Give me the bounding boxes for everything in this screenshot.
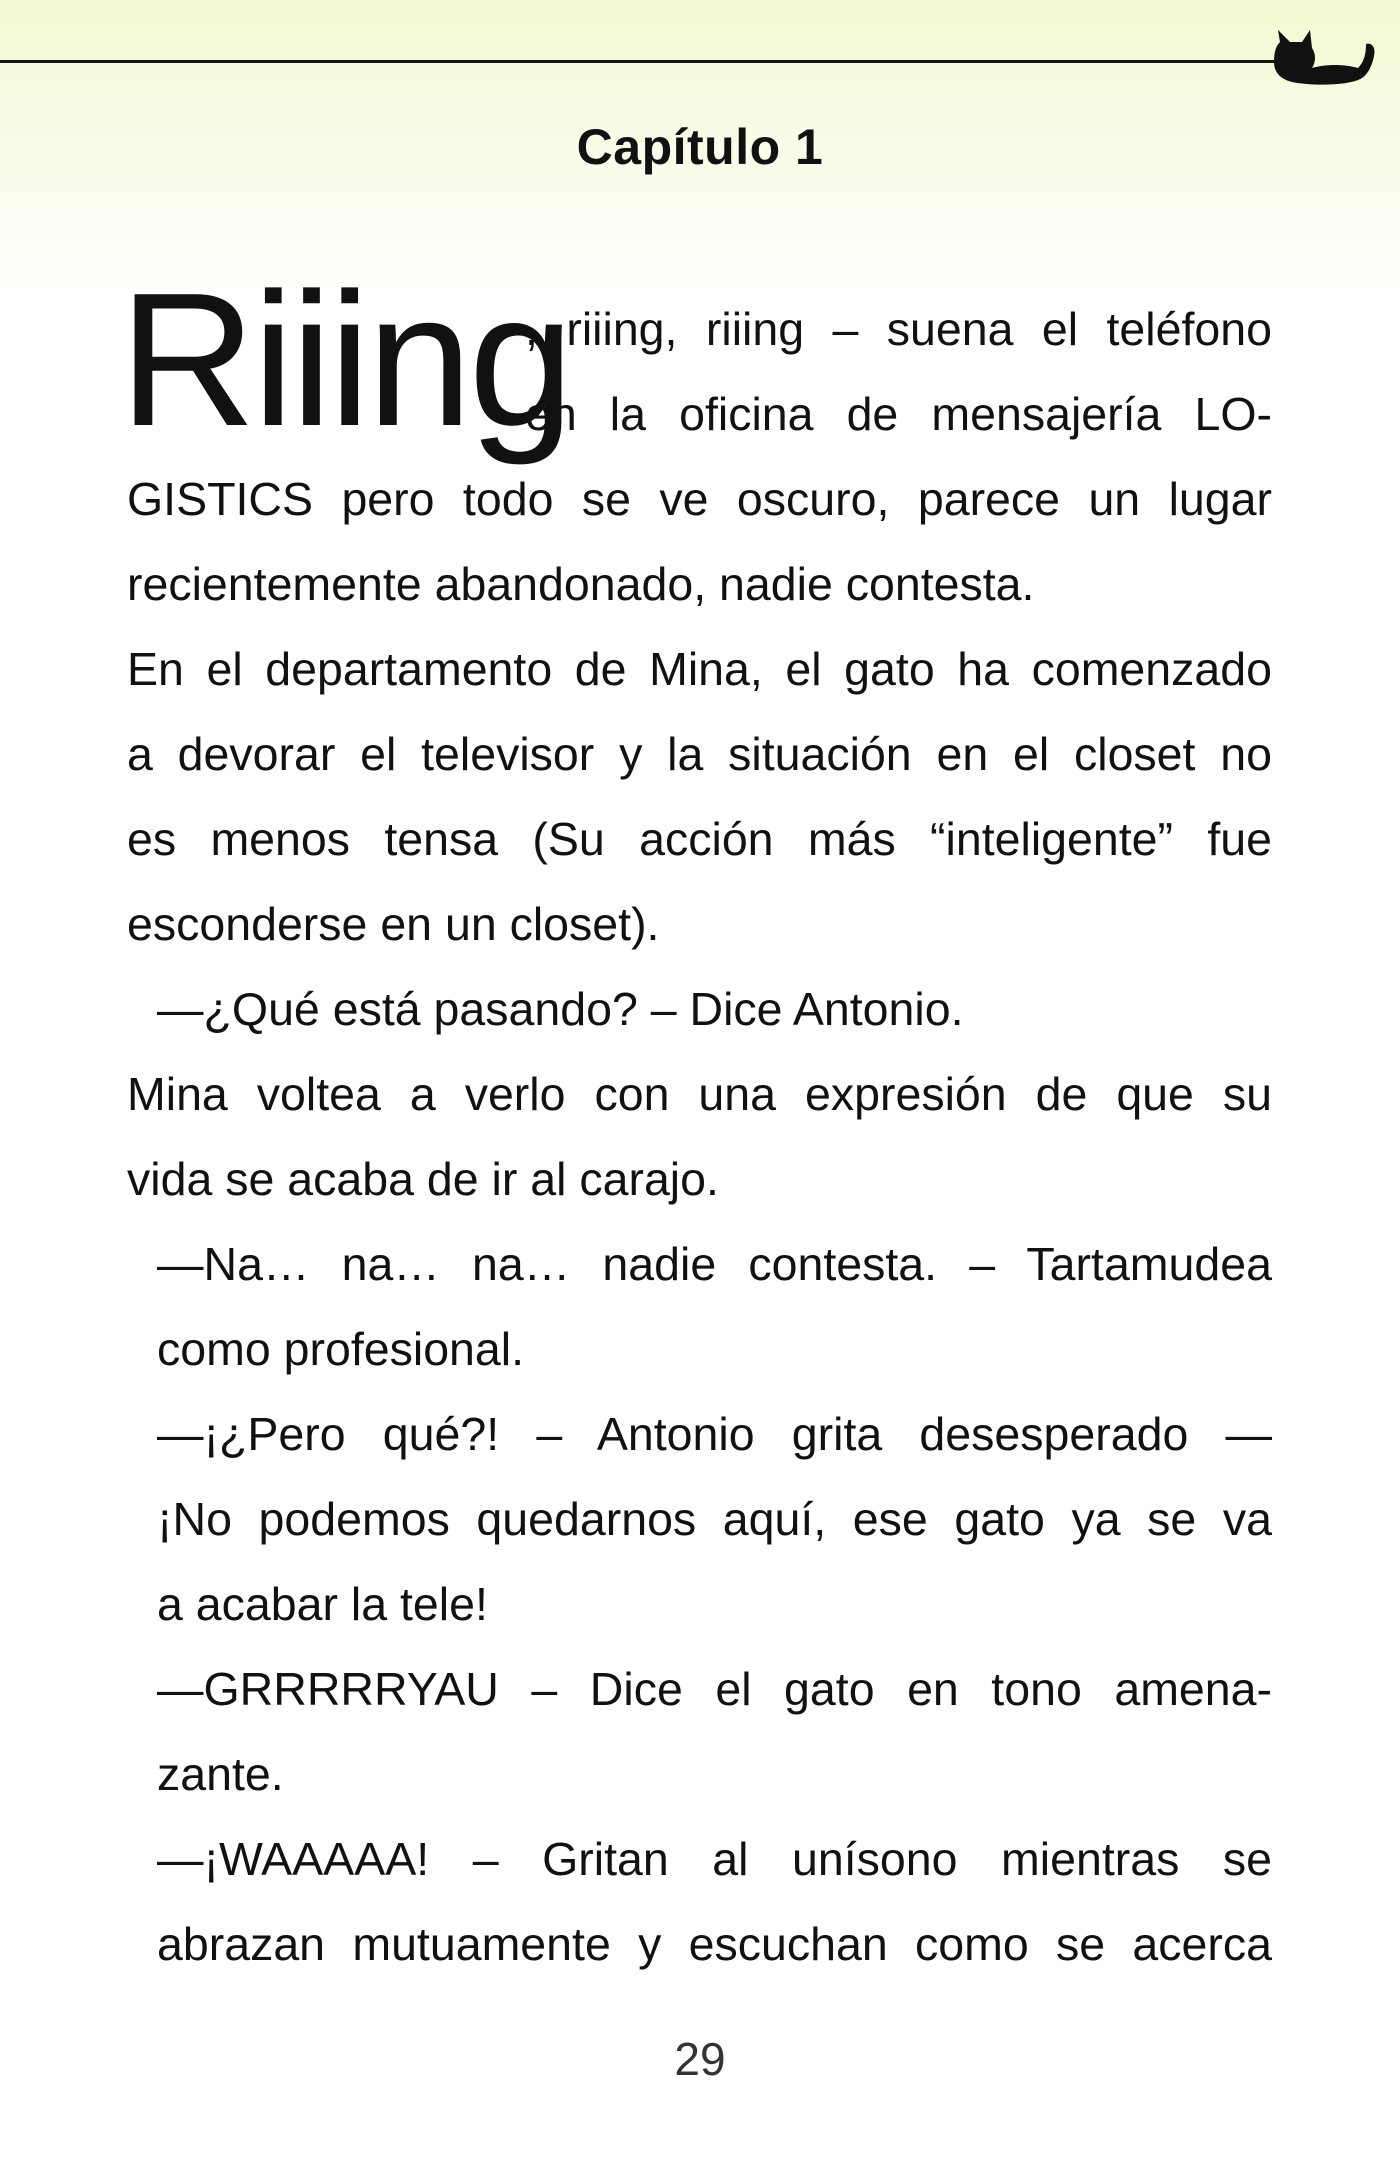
paragraph-line: es menos tensa (Su acción más “inteligente” fue	[127, 813, 1272, 865]
dialogue-line: abrazan mutuamente y escuchan como se acerca	[157, 1918, 1272, 1970]
dialogue-line: —¿Qué está pasando? – Dice Antonio.	[157, 983, 964, 1035]
line-text: en la oficina de mensajería LO-	[525, 388, 1272, 440]
line-text: , riiing, riiing – suena el teléfono	[525, 303, 1272, 355]
cat-icon	[1270, 26, 1385, 91]
paragraph-line: esconderse en un closet).	[127, 898, 660, 950]
header-rule	[0, 60, 1280, 63]
chapter-text	[119, 254, 1272, 1987]
dialogue-line: ¡No podemos quedarnos aquí, ese gato ya se va	[157, 1493, 1272, 1545]
paragraph-line: Mina voltea a verlo con una expresión de que su	[127, 1068, 1272, 1120]
dialogue-line: como profesional.	[157, 1323, 525, 1375]
page-number: 29	[674, 2033, 726, 2085]
paragraph-line: En el departamento de Mina, el gato ha comenzado	[127, 643, 1272, 695]
dropcap-word: Riiing	[119, 254, 571, 466]
dialogue-line: —Na… na… na… nadie contesta. – Tartamudea	[157, 1238, 1272, 1290]
dialogue-line: —¡¿Pero qué?! – Antonio grita desesperado —	[157, 1408, 1272, 1460]
paragraph-line: GISTICS pero todo se ve oscuro, parece un lugar	[127, 473, 1272, 525]
paragraph-line: vida se acaba de ir al carajo.	[127, 1153, 719, 1205]
paragraph-line: recientemente abandonado, nadie contesta.	[127, 558, 1035, 610]
paragraph-line: a devorar el televisor y la situación en el closet no	[127, 728, 1272, 780]
dialogue-line: —GRRRRRYAU – Dice el gato en tono amena-	[157, 1663, 1272, 1715]
dialogue-line: a acabar la tele!	[157, 1578, 488, 1630]
dialogue-line: —¡WAAAAA! – Gritan al unísono mientras se	[157, 1833, 1272, 1885]
chapter-title: Capítulo 1	[576, 119, 824, 175]
dialogue-line: zante.	[157, 1748, 284, 1800]
